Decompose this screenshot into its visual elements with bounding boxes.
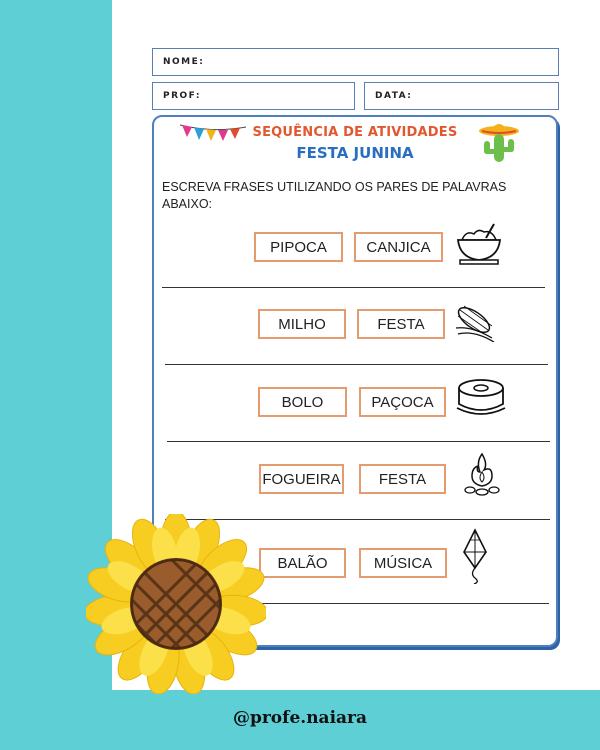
word-box: MÚSICA [359, 548, 447, 578]
teacher-label: PROF: [163, 91, 201, 101]
word-box: FESTA [357, 309, 445, 339]
word-box: BOLO [258, 387, 347, 417]
teacher-field[interactable] [152, 82, 355, 110]
title-line-1: SEQUÊNCIA DE ATIVIDADES [252, 125, 458, 140]
name-label: NOME: [163, 57, 205, 67]
name-field[interactable] [152, 48, 559, 76]
answer-line[interactable] [165, 364, 548, 365]
answer-line[interactable] [162, 287, 545, 288]
word-box: FOGUEIRA [259, 464, 344, 494]
bonfire-icon [462, 450, 502, 498]
word-box: BALÃO [259, 548, 346, 578]
word-box: PIPOCA [254, 232, 343, 262]
instructions: ESCREVA FRASES UTILIZANDO OS PARES DE PALAVRAS ABAIXO: [162, 180, 507, 211]
bowl-icon [454, 220, 504, 270]
sunflower-icon [86, 514, 266, 694]
word-box: CANJICA [354, 232, 443, 262]
cake-icon [453, 376, 509, 420]
word-box: PAÇOCA [359, 387, 446, 417]
answer-line[interactable] [167, 441, 550, 442]
word-box: FESTA [359, 464, 446, 494]
word-box: MILHO [258, 309, 346, 339]
corn-icon [452, 298, 498, 342]
date-field[interactable] [364, 82, 559, 110]
title-line-2: FESTA JUNINA [296, 144, 414, 162]
cactus-hat-icon [476, 119, 522, 165]
date-label: DATA: [375, 91, 413, 101]
author-handle: @profe.naiara [232, 708, 368, 728]
balloon-icon [460, 528, 490, 584]
